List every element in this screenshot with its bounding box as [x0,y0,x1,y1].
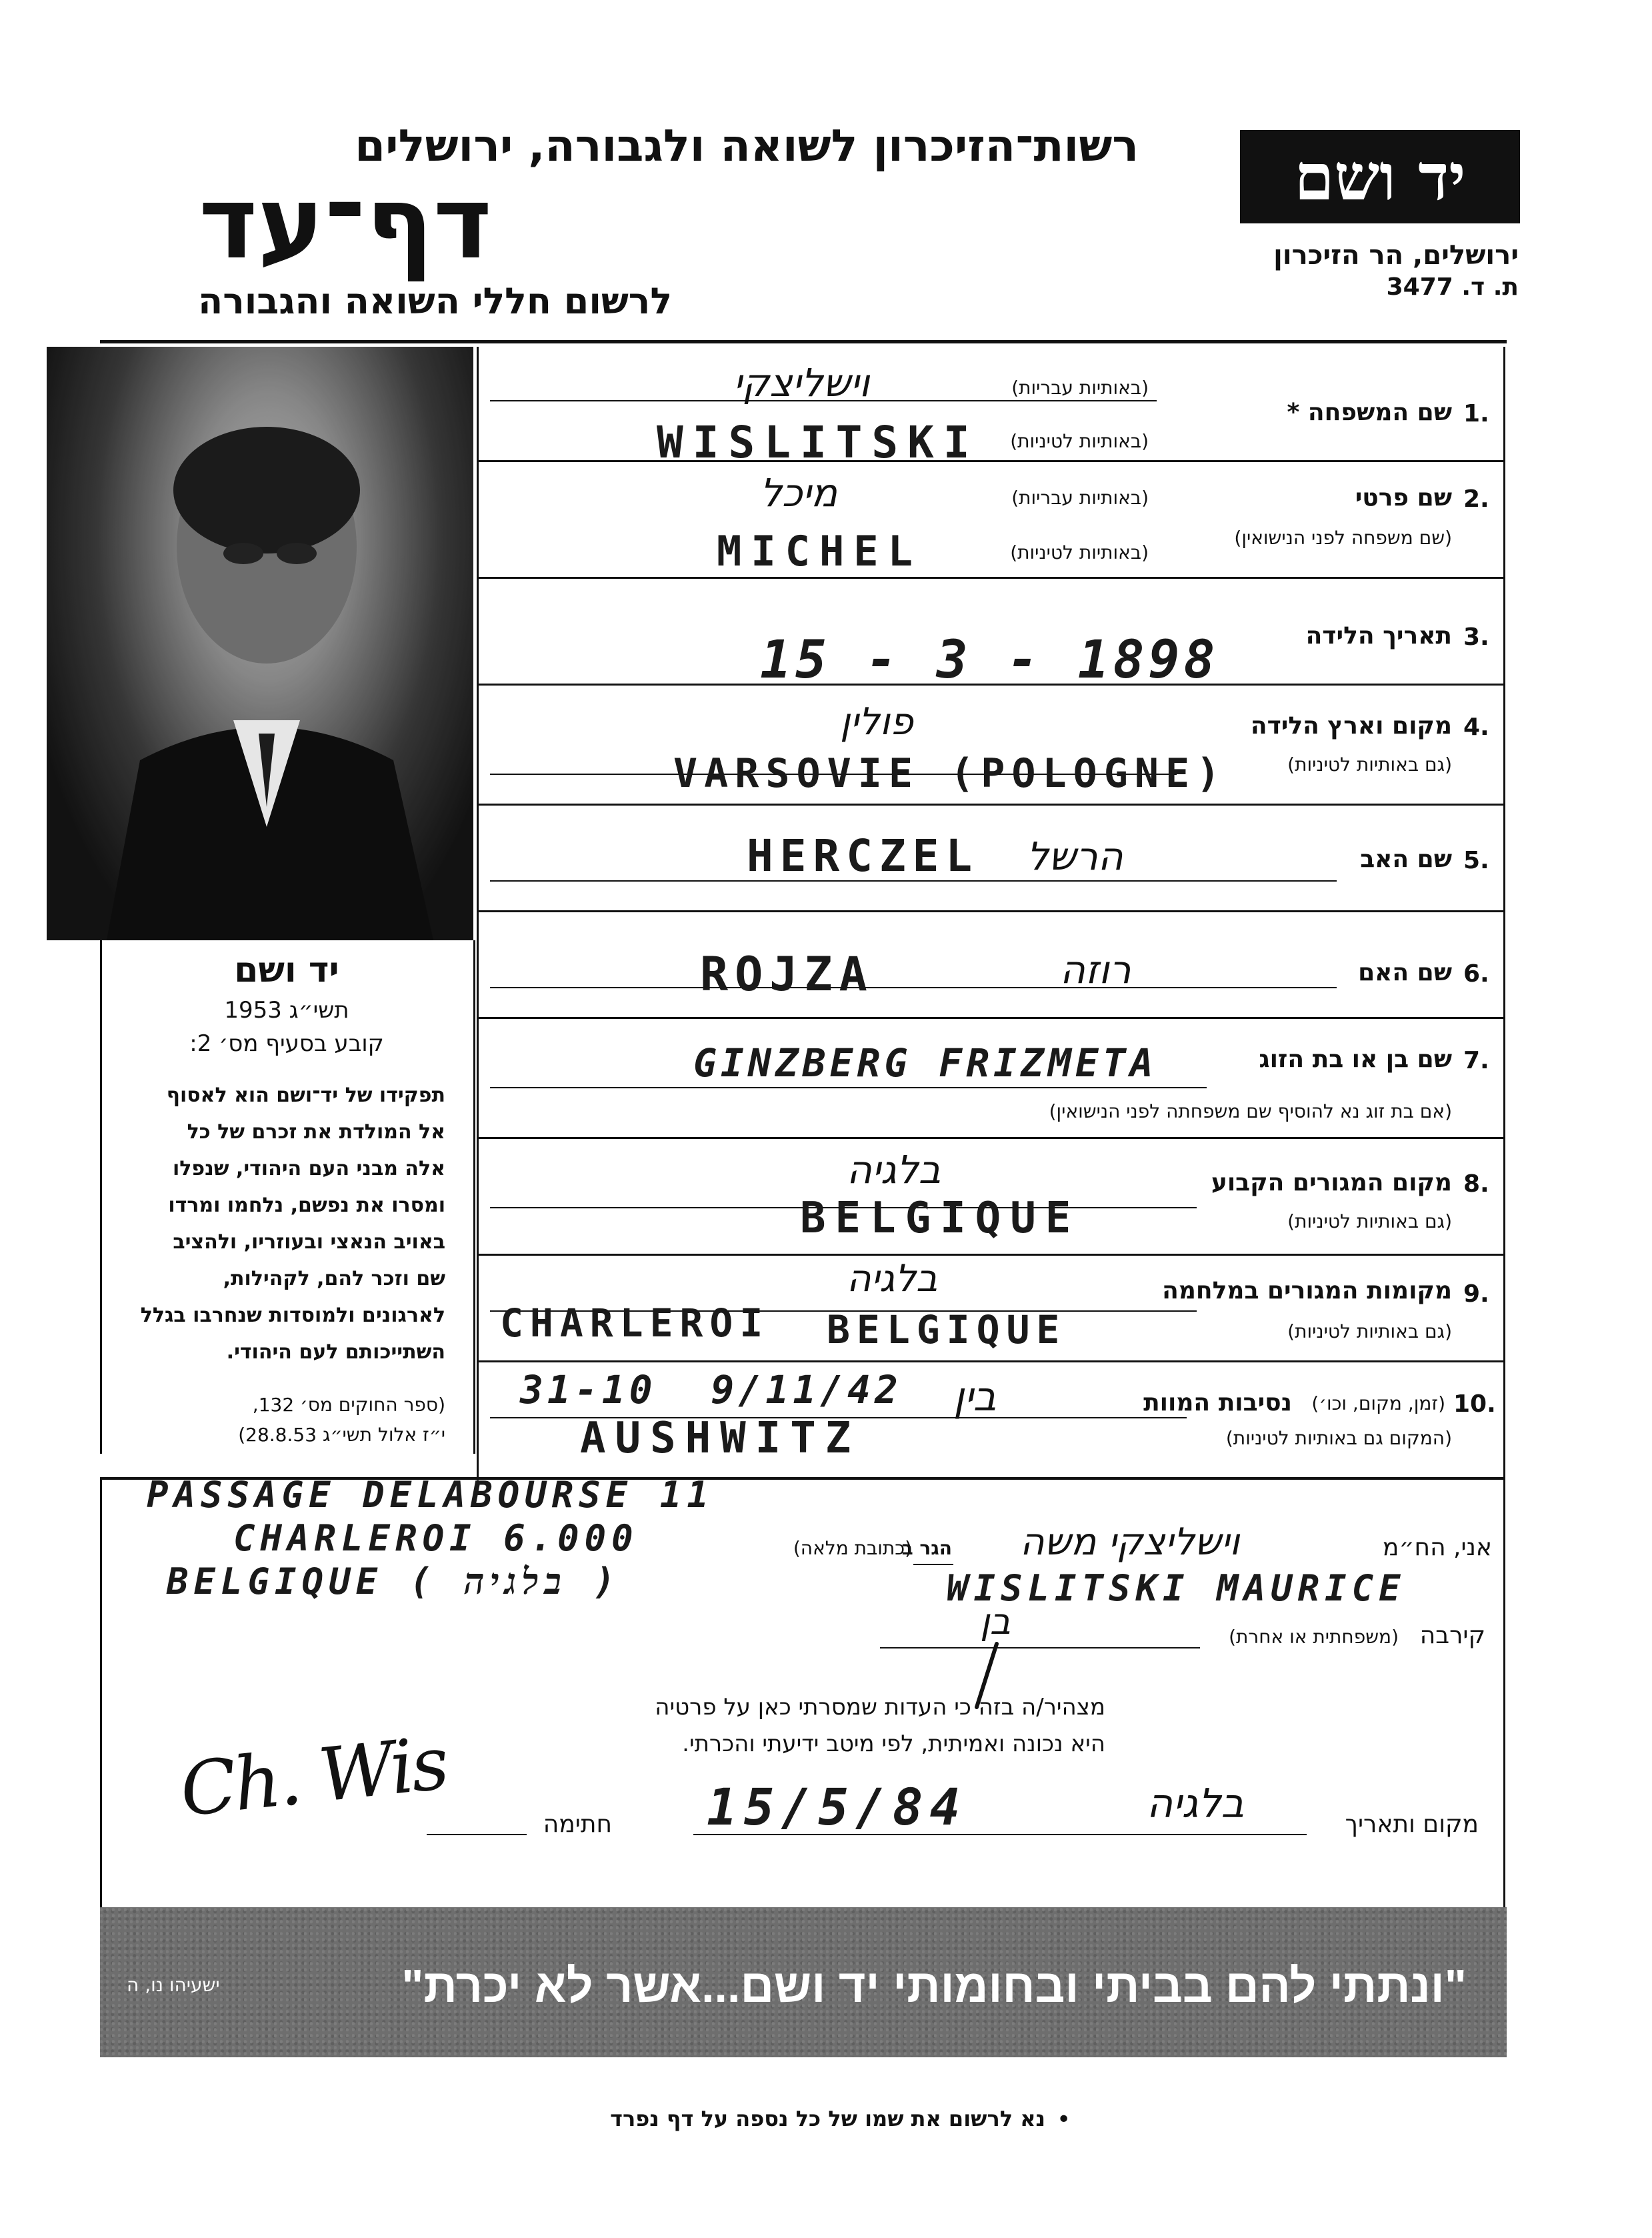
field-1-hebrew-value: וישליצקי [733,360,870,405]
field-9-hebrew-value: בלגיה [847,1257,938,1300]
seal-text-line: השתייכותם לעם היהודי. [226,1340,445,1364]
seal-title: יד ושם [234,950,339,990]
seal-reference-2: י״ז אלול תשי״ג 28.8.53) [238,1424,445,1446]
relation-fill-line [880,1647,1200,1648]
address-line2: ת. ד. 3477 [1386,273,1519,301]
row-divider [477,460,1503,462]
field-9-number: 9. [1463,1280,1489,1308]
signature-fill-line [427,1834,527,1835]
field-2-hebrew-value: מיכל [760,470,837,515]
form-left-border [477,347,479,1480]
field-9-label: מקומות המגורים במלחמה [1162,1277,1452,1304]
field-3-label: תאריך הלידה [1305,622,1452,650]
field-2-label: שם פרטי [1355,484,1452,511]
relation-value: בן [980,1600,1011,1642]
field-9-latin-value: CHARLEROI [500,1300,770,1346]
declaration-left-border [100,1477,102,1907]
field-10-label: נסיבות המוות [1143,1389,1292,1416]
seal-text-line: לארגונים ולמוסדות שנחרבו בגלל [140,1304,445,1327]
field-10-note: (המקום גם באותיות לטיניות) [1225,1427,1452,1449]
field-3-number: 3. [1463,624,1489,651]
field-7-note: (אם בת זוג נא להוסיף שם משפחתה לפני הנישואין) [1049,1100,1452,1122]
page-title: דף־עד [199,165,492,281]
declarant-name-latin: WISLITSKI MAURICE [947,1567,1406,1609]
seal-text-line: תפקידו של יד־ושם הוא לאסוף [166,1084,445,1107]
logo-text: יד ושם [1294,139,1466,215]
banner-source: ישעיהו נו, ה [127,1974,220,1996]
relation-label: קירבה [1419,1622,1485,1649]
field-10-number: 10. [1453,1390,1496,1418]
seal-text-line: אל המולדת את זכרם של כל [187,1120,445,1144]
portrait-figure [47,347,473,940]
seal-text-line: ומסרו את נפשם, נלחמו ומרדו [168,1194,445,1217]
field-6-hebrew-value: רוזה [1060,947,1131,992]
field-1-label: שם המשפחה * [1287,399,1452,426]
field-2-latin-hint: (באותיות לטיניות) [1010,541,1149,564]
page-subtitle: לרשום חללי השואה והגבורה [198,280,672,322]
yad-vashem-logo [1240,130,1520,223]
declarant-address-line3: BELGIQUE ( בלגיה ) [167,1560,621,1602]
field-10-latin-value: AUSHWITZ [580,1414,861,1463]
field-2-latin-value: MICHEL [717,527,922,576]
place-value: בלגיה [1147,1781,1245,1827]
seal-reference-1: (ספר החוקים מס׳ 132, [252,1394,445,1416]
field-2-hebrew-hint: (באותיות עבריות) [1011,487,1149,509]
row-divider [477,577,1503,579]
field-5-number: 5. [1463,847,1489,874]
fill-line [490,987,1337,988]
declarant-name-hebrew: וישליצקי משה [1020,1520,1240,1564]
field-6-label: שם האם [1358,959,1452,986]
field-4-hebrew-value: פולין [840,700,913,744]
field-2-note: (שם משפחה לפני הנישואין) [1234,527,1452,549]
field-1-number: 1. [1463,400,1489,427]
field-5-label: שם האב [1360,846,1452,873]
address-hint: (כתובת מלאה) [793,1537,912,1559]
relation-hint: (משפחתית או אחרת) [1229,1626,1399,1648]
declarant-ani-label: אני, הח״מ [1382,1534,1492,1561]
declarant-address-line2: CHARLEROI 6.000 [233,1517,639,1559]
portrait-photo [47,347,473,940]
field-8-label: מקום המגורים הקבוע [1211,1169,1452,1196]
row-divider [477,1254,1503,1256]
row-divider [477,1137,1503,1139]
field-4-note: (גם באותיות לטיניות) [1287,754,1452,776]
header-rule [100,340,1507,343]
resides-label: הגר ב [901,1537,952,1559]
row-divider [477,910,1503,912]
banner-quote: "ונתתי להם בביתי ובחומותי יד ושם...אשר לא יכרת" [401,1960,1467,2012]
seal-clause: קובע בסעיף מס׳ 2: [189,1030,384,1057]
row-divider [477,1360,1503,1362]
field-7-label: שם בן או בת הזוג [1259,1046,1452,1073]
footer-note: נא לרשום את שמו של כל נספה על דף נפרד [610,2106,1045,2131]
field-10-label-hint: (זמן, מקום, וכו׳) [1311,1392,1445,1414]
address-fill-line [913,1564,953,1565]
field-10-date-value: 31-10 9/11/42 [520,1367,902,1412]
field-1-latin-hint: (באותיות לטיניות) [1010,430,1149,452]
seal-text-line: אלה מבני העם היהודי, שנפלו [172,1157,445,1180]
field-5-hebrew-value: הרשל [1027,834,1123,879]
footer-bullet: • [1057,2106,1071,2133]
date-value: 15/5/84 [707,1777,967,1837]
seal-box-right [473,940,475,1454]
field-6-number: 6. [1463,960,1489,988]
authority-title: רשות־הזיכרון לשואה ולגבורה, ירושלים [355,120,1139,171]
field-2-number: 2. [1463,485,1489,513]
field-8-number: 8. [1463,1170,1489,1198]
form-right-border [1503,347,1505,1907]
field-8-hebrew-value: בלגיה [847,1147,941,1192]
field-7-value: GINZBERG FRIZMETA [693,1040,1157,1086]
field-1-hebrew-hint: (באותיות עבריות) [1011,377,1149,399]
field-8-latin-value: BELGIQUE [800,1194,1081,1243]
field-10-hebrew-value: בין [953,1374,997,1420]
declaration-line-2: היא נכונה ואמיתית, לפי מיטב ידיעתי והכרתי. [682,1731,1105,1757]
seal-text-line: שם וזכר להם, לקהילות, [223,1267,445,1290]
field-6-latin-value: ROJZA [700,947,874,1002]
field-7-number: 7. [1463,1047,1489,1074]
declaration-line-1: מצהיר/ה בזה כי העדות שמסרתי כאן על פרטיה [655,1694,1105,1721]
seal-box-left [100,940,102,1454]
field-9-note: (גם באותיות לטיניות) [1287,1320,1452,1342]
signature-label: חתימה [543,1811,612,1838]
seal-text-line: באויב הנאצי ובעוזריו, ולהציב [173,1230,445,1254]
declarant-address-line1: PASSAGE DELABOURSE 11 [147,1474,714,1516]
field-3-value: 15 - 3 - 1898 [760,630,1219,690]
field-1-latin-value: WISLITSKI [657,417,979,468]
seal-year: תשי״ג 1953 [224,997,349,1024]
signature: Ch. Wis [176,1720,451,1833]
address-line1: ירושלים, הר הזיכרון [1273,240,1519,271]
field-8-note: (גם באותיות לטיניות) [1287,1210,1452,1232]
field-4-number: 4. [1463,714,1489,741]
row-divider [477,804,1503,806]
field-4-label: מקום וארץ הלידה [1250,712,1452,740]
field-9-latin-value-2: BELGIQUE [827,1307,1067,1352]
fill-line [490,1087,1207,1088]
field-5-latin-value: HERCZEL [747,830,979,882]
place-date-label: מקום ותאריך [1345,1811,1479,1838]
row-divider [477,1017,1503,1019]
field-4-latin-value: VARSOVIE (POLOGNE) [673,750,1227,797]
quote-banner [100,1907,1507,2057]
